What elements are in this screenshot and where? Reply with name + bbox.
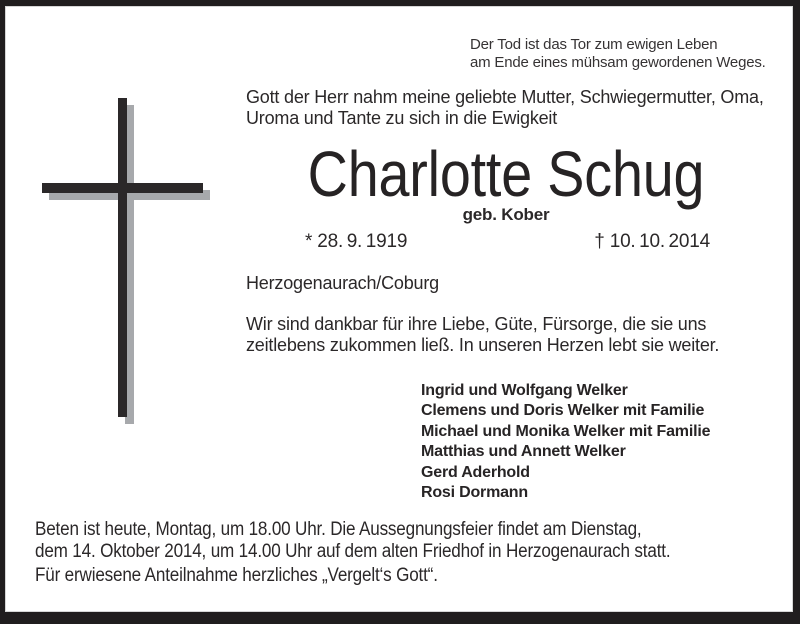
mourner-name: Ingrid und Wolfgang Welker [421, 382, 628, 399]
schedule-line-2: dem 14. Oktober 2014, um 14.00 Uhr auf dem alten Friedhof in Herzogenaurach statt. [35, 541, 671, 562]
intro-line-1: Gott der Herr nahm meine geliebte Mutter, Schwiegermutter, Oma, [246, 87, 764, 107]
mourner-name: Clemens und Doris Welker mit Familie [421, 402, 705, 420]
deceased-name: Charlotte Schug [307, 138, 705, 210]
epigraph-line-1: Der Tod ist das Tor zum ewigen Leben [470, 36, 718, 53]
tribute-text [246, 314, 719, 356]
residence: Herzogenaurach/Coburg [246, 273, 439, 293]
maiden-name: geb. Kober [462, 205, 550, 224]
epigraph [470, 36, 766, 72]
mourners-list [421, 381, 710, 503]
tribute-line-1: Wir sind dankbar für ihre Liebe, Güte, Fürsorge, die sie uns [246, 314, 707, 334]
life-dates [305, 230, 710, 254]
mourner-name: Michael und Monika Welker mit Familie [421, 422, 711, 440]
cross-horizontal-bar [42, 183, 203, 193]
cross-vertical-bar [118, 98, 127, 417]
schedule-line-1: Beten ist heute, Montag, um 18.00 Uhr. Die Aussegnungsfeier findet am Dienstag, [35, 519, 642, 540]
mourner-name: Rosi Dormann [421, 484, 528, 502]
mourner-name: Matthias und Annett Welker [421, 443, 626, 461]
tribute-line-2: zeitlebens zukommen ließ. In unseren Herzen lebt sie weiter. [246, 335, 720, 355]
death-date: † 10. 10. 2014 [594, 231, 710, 252]
funeral-schedule [35, 519, 737, 587]
condolence-thanks-line: Für erwiesene Anteilnahme herzliches „Vergelt‘s Gott“. [35, 565, 438, 586]
epigraph-line-2: am Ende eines mühsam gewordenen Weges. [470, 54, 766, 71]
intro-line-2: Uroma und Tante zu sich in die Ewigkeit [246, 108, 558, 128]
mourner-name: Gerd Aderhold [421, 463, 530, 481]
intro-text [246, 87, 764, 129]
birth-date: * 28. 9. 1919 [305, 231, 408, 252]
memorial-cross-icon [40, 96, 215, 428]
